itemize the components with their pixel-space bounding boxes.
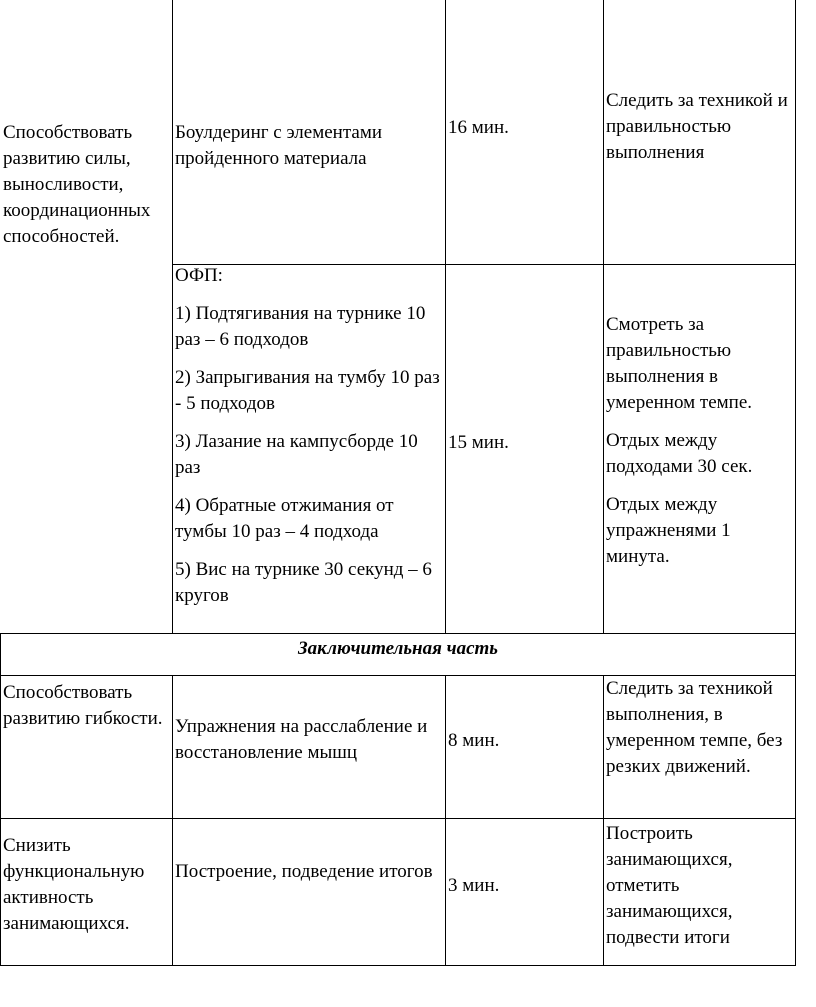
- content-text: Построение, подведение итогов: [175, 861, 433, 882]
- column-divider-1-bottom: [172, 675, 173, 966]
- content-cell: [175, 859, 443, 885]
- exercise-item: 5) Вис на турнике 30 секунд – 6 кругов: [175, 559, 432, 606]
- duration-cell: [448, 115, 600, 141]
- column-divider-3-bottom: [603, 675, 604, 966]
- goal-text: Снизить функциональную активность занимающихся.: [3, 835, 145, 934]
- duration-cell: [448, 430, 600, 456]
- exercise-item: 1) Подтягивания на турнике 10 раз – 6 подходов: [175, 303, 426, 350]
- goal-cell: [3, 120, 169, 250]
- content-cell: [175, 120, 443, 172]
- notes-text: Построить занимающихся, отметить занимающихся, подвести итоги: [606, 823, 733, 948]
- notes-text: Отдых между упражненями 1 минута.: [606, 494, 731, 567]
- exercise-item: 4) Обратные отжимания от тумбы 10 раз – 4 подхода: [175, 495, 394, 542]
- goal-cell: [3, 833, 169, 937]
- notes-text: Отдых между подходами 30 сек.: [606, 430, 753, 477]
- exercise-item: 2) Запрыгивания на тумбу 10 раз - 5 подходов: [175, 367, 440, 414]
- ofp-title: ОФП:: [175, 265, 223, 286]
- duration-text: 15 мин.: [448, 432, 509, 453]
- goal-text: Способствовать развитию силы, выносливости, координационных способностей.: [3, 122, 151, 247]
- goal-cell: [3, 680, 169, 732]
- column-divider-2-top: [445, 0, 446, 633]
- notes-text: Следить за техникой и правильностью выполнения: [606, 90, 788, 163]
- row-divider-2: [0, 633, 796, 634]
- section-title: Заключительная часть: [298, 638, 498, 659]
- duration-cell: [448, 873, 600, 899]
- notes-cell: [606, 88, 798, 166]
- content-text: Упражнения на расслабление и восстановление мышц: [175, 716, 428, 763]
- notes-cell: [606, 821, 798, 951]
- row-divider-4: [0, 818, 796, 819]
- table-bottom-border: [0, 965, 796, 966]
- duration-text: 16 мин.: [448, 117, 509, 138]
- content-text: Боулдеринг с элементами пройденного материала: [175, 122, 383, 169]
- duration-text: 3 мин.: [448, 875, 500, 896]
- notes-text: Следить за техникой выполнения, в умеренном темпе, без резких движений.: [606, 678, 783, 777]
- column-divider-1-top: [172, 0, 173, 633]
- exercise-item: 3) Лазание на кампусборде 10 раз: [175, 431, 418, 478]
- table-left-border: [0, 633, 1, 966]
- goal-text: Способствовать развитию гибкости.: [3, 682, 163, 729]
- notes-cell: [606, 312, 798, 582]
- column-divider-3-top: [603, 0, 604, 633]
- content-cell: [175, 714, 443, 766]
- column-divider-2-bottom: [445, 675, 446, 966]
- notes-text: Смотреть за правильностью выполнения в умеренном темпе.: [606, 314, 752, 413]
- content-cell-ofp: [175, 263, 443, 621]
- duration-text: 8 мин.: [448, 730, 500, 751]
- notes-cell: [606, 676, 798, 780]
- duration-cell: [448, 728, 600, 754]
